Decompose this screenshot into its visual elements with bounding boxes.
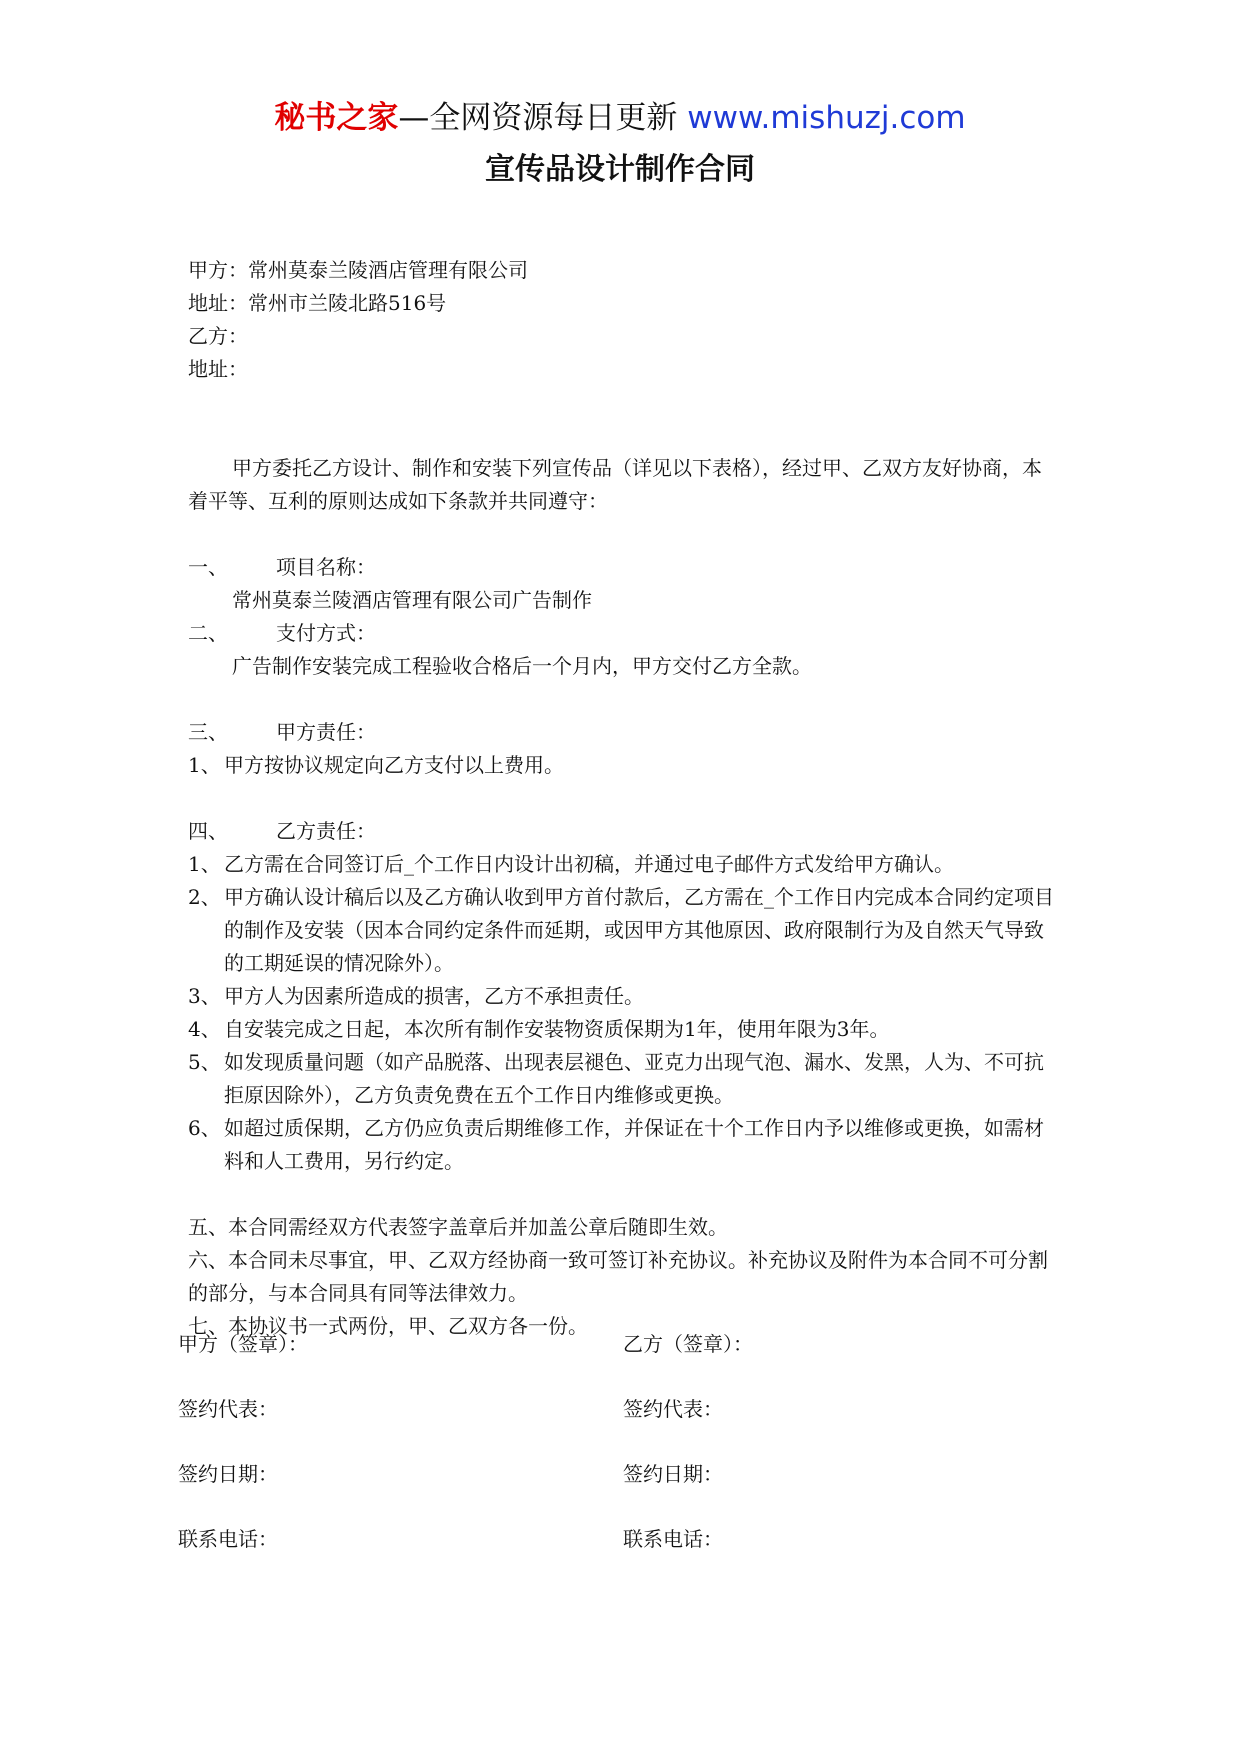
item-number: 1、: [188, 852, 221, 876]
party-a: 甲方：常州莫泰兰陵酒店管理有限公司: [188, 258, 528, 282]
party-b-date-label: 签约日期：: [623, 1462, 723, 1486]
item-number: 5、: [188, 1050, 221, 1074]
list-item: [188, 1013, 1058, 1046]
party-a-representative-label: 签约代表：: [178, 1397, 278, 1421]
section-heading: [188, 716, 1058, 749]
section-number: 四、: [188, 819, 228, 843]
section-number: 二、: [188, 621, 228, 645]
list-item: [188, 1112, 1058, 1178]
site-url[interactable]: www.mishuzj.com: [687, 100, 966, 136]
party-b: 乙方：: [188, 324, 248, 348]
party-b-seal-label: 乙方（签章）：: [623, 1332, 753, 1356]
address-b: 地址：: [188, 357, 248, 381]
brand-name: 秘书之家: [274, 100, 399, 136]
document-title: 宣传品设计制作合同: [485, 152, 755, 187]
signature-row: [178, 1523, 1078, 1588]
list-item: [188, 881, 1058, 980]
section-heading: [188, 551, 1058, 584]
signature-row: [178, 1328, 1078, 1393]
section-number: 一、: [188, 555, 228, 579]
party-a-phone-label: 联系电话：: [178, 1527, 278, 1551]
list-item: [188, 980, 1058, 1013]
section-heading: [188, 617, 1058, 650]
section-title: 项目名称：: [276, 555, 376, 579]
party-a-date-label: 签约日期：: [178, 1462, 278, 1486]
section-number: 三、: [188, 720, 228, 744]
section-title: 支付方式：: [276, 621, 376, 645]
section-heading: [188, 815, 1058, 848]
clause-5: 五、本合同需经双方代表签字盖章后并加盖公章后随即生效。: [188, 1215, 728, 1239]
list-item: [188, 749, 1058, 782]
item-text: 自安装完成之日起，本次所有制作安装物资质保期为1年，使用年限为3年。: [224, 1017, 890, 1041]
address-a: 地址：常州市兰陵北路516号: [188, 291, 447, 315]
clause-7: 七、本协议书一式两份，甲、乙双方各一份。: [188, 1314, 588, 1338]
signature-row: [178, 1393, 1078, 1458]
banner-tagline: —全网资源每日更新: [398, 100, 678, 136]
party-a-seal-label: 甲方（签章）：: [178, 1332, 308, 1356]
item-number: 6、: [188, 1116, 221, 1140]
list-item: [188, 848, 1058, 881]
item-text: 如发现质量问题（如产品脱落、出现表层褪色、亚克力出现气泡、漏水、发黑，人为、不可抗拒原因除外），乙方负责免费在五个工作日内维修或更换。: [224, 1050, 1044, 1107]
party-b-representative-label: 签约代表：: [623, 1397, 723, 1421]
intro-paragraph: 甲方委托乙方设计、制作和安装下列宣传品（详见以下表格），经过甲、乙双方友好协商，本着平等、互利的原则达成如下条款并共同遵守：: [188, 456, 1042, 513]
item-text: 甲方确认设计稿后以及乙方确认收到甲方首付款后，乙方需在_个工作日内完成本合同约定项目的制作及安装（因本合同约定条件而延期，或因甲方其他原因、政府限制行为及自然天气导致的工期延误的情况除外）。: [224, 885, 1054, 975]
item-number: 2、: [188, 885, 221, 909]
section-title: 甲方责任：: [276, 720, 376, 744]
item-text: 甲方人为因素所造成的损害，乙方不承担责任。: [224, 984, 644, 1008]
section-title: 乙方责任：: [276, 819, 376, 843]
item-text: 乙方需在合同签订后_个工作日内设计出初稿，并通过电子邮件方式发给甲方确认。: [224, 852, 954, 876]
list-item: [188, 1046, 1058, 1112]
item-text: 如超过质保期，乙方仍应负责后期维修工作，并保证在十个工作日内予以维修或更换，如需材料和人工费用，另行约定。: [224, 1116, 1044, 1173]
item-number: 3、: [188, 984, 221, 1008]
signature-row: [178, 1458, 1078, 1523]
section-body: 广告制作安装完成工程验收合格后一个月内，甲方交付乙方全款。: [232, 654, 812, 678]
item-number: 4、: [188, 1017, 221, 1041]
site-banner: [0, 98, 1240, 138]
party-b-phone-label: 联系电话：: [623, 1527, 723, 1551]
item-text: 甲方按协议规定向乙方支付以上费用。: [224, 753, 564, 777]
contract-body: [188, 254, 1058, 1343]
section-body: 常州莫泰兰陵酒店管理有限公司广告制作: [232, 588, 592, 612]
signature-block: [178, 1328, 1078, 1588]
item-number: 1、: [188, 753, 221, 777]
clause-6: 六、本合同未尽事宜，甲、乙双方经协商一致可签订补充协议。补充协议及附件为本合同不可分割的部分，与本合同具有同等法律效力。: [188, 1248, 1048, 1305]
